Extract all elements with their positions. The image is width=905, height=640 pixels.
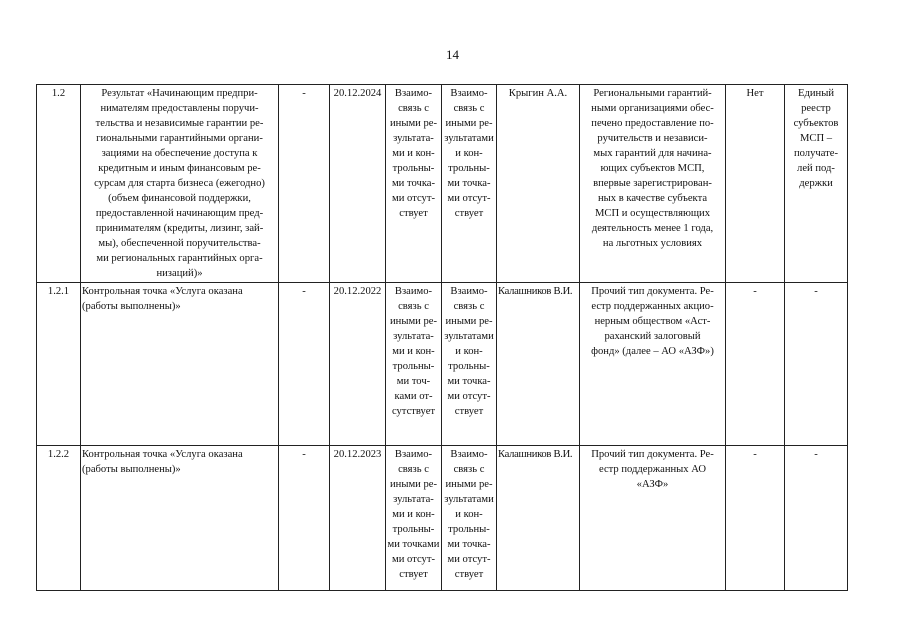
table-row <box>37 85 848 283</box>
row-relation-prev-cell <box>386 85 442 283</box>
row-responsible: Калашников В.И. <box>498 286 573 297</box>
row-flag-cell <box>726 446 785 591</box>
row-relation-prev-cell <box>386 283 442 446</box>
row-flag-cell <box>726 85 785 283</box>
row-relation-next: Взаимо- связь с иными ре- зультатами и кон- трольны- ми точка- ми отсут- ствует <box>444 88 494 219</box>
row-document-cell <box>580 283 726 446</box>
row-responsible-cell <box>497 446 580 591</box>
row-dash: - <box>302 449 306 460</box>
row-date-cell <box>330 85 386 283</box>
row-flag-cell <box>726 283 785 446</box>
row-number: 1.2.2 <box>47 449 70 460</box>
row-registry-cell <box>785 85 848 283</box>
row-name-cell <box>81 85 279 283</box>
row-relation-prev: Взаимо- связь с иными ре- зультата- ми и кон- трольны- ми точка- ми отсут- ствует <box>389 88 437 219</box>
row-number-cell <box>37 283 81 446</box>
row-date: 20.12.2023 <box>333 449 382 460</box>
row-name-cell <box>81 446 279 591</box>
row-registry: - <box>814 286 818 297</box>
row-relation-next: Взаимо- связь с иными ре- зультатами и кон- трольны- ми точка- ми отсут- ствует <box>444 286 494 417</box>
row-number: 1.2.1 <box>47 286 70 297</box>
table-row <box>37 283 848 446</box>
row-responsible: Калашников В.И. <box>498 449 573 460</box>
row-dash: - <box>302 286 306 297</box>
row-relation-prev: Взаимо- связь с иными ре- зультата- ми и кон- трольны- ми точками ми отсут- ствует <box>387 449 440 580</box>
row-flag: - <box>753 286 757 297</box>
row-document-cell <box>580 446 726 591</box>
row-relation-prev-cell <box>386 446 442 591</box>
row-responsible-cell <box>497 283 580 446</box>
row-dash-cell <box>279 446 330 591</box>
row-relation-next-cell <box>442 85 497 283</box>
row-number-cell <box>37 85 81 283</box>
row-document-cell <box>580 85 726 283</box>
row-registry: - <box>814 449 818 460</box>
row-responsible-cell <box>497 85 580 283</box>
row-responsible: Крыгин А.А. <box>508 88 568 99</box>
row-flag: - <box>753 449 757 460</box>
row-relation-prev: Взаимо- связь с иными ре- зультата- ми и кон- трольны- ми точ- ками от- сутствует <box>389 286 437 417</box>
page-number: 14 <box>446 47 459 62</box>
row-document: Прочий тип документа. Ре- естр поддержанных акцио- нерным обществом «Аст- раханский залоговый фонд» (далее – АО «АЗФ») <box>591 286 714 357</box>
row-registry-cell <box>785 446 848 591</box>
row-relation-next-cell <box>442 283 497 446</box>
row-document: Региональными гарантий- ными организациями обес- печено предоставление по- ручительств и независи- мых гарантий для начина- ющих субъектов МСП, впервые зарегистрирован- ных в качестве субъекта МСП и осуществляющих деятельность менее 1 года, на льготных условиях <box>591 88 714 249</box>
row-dash: - <box>302 88 306 99</box>
row-flag: Нет <box>746 88 764 99</box>
row-name: Контрольная точка «Услуга оказана (работы выполнены)» <box>82 286 243 312</box>
table-row <box>37 446 848 591</box>
row-relation-next-cell <box>442 446 497 591</box>
row-dash-cell <box>279 283 330 446</box>
row-name: Контрольная точка «Услуга оказана (работы выполнены)» <box>82 449 243 475</box>
row-date-cell <box>330 446 386 591</box>
row-dash-cell <box>279 85 330 283</box>
row-date: 20.12.2022 <box>333 286 382 297</box>
row-document: Прочий тип документа. Ре- естр поддержанных АО «АЗФ» <box>591 449 714 490</box>
row-relation-next: Взаимо- связь с иными ре- зультатами и кон- трольны- ми точка- ми отсут- ствует <box>444 449 494 580</box>
row-name-cell <box>81 283 279 446</box>
row-number: 1.2 <box>51 88 66 99</box>
row-registry-cell <box>785 283 848 446</box>
row-date: 20.12.2024 <box>333 88 382 99</box>
row-date-cell <box>330 283 386 446</box>
row-number-cell <box>37 446 81 591</box>
row-registry: Единый реестр субъектов МСП – получате- лей под- держки <box>793 88 839 189</box>
plan-table <box>36 84 848 591</box>
row-name: Результат «Начинающим предпри- нимателям предоставлены поручи- тельства и независимые гарантии ре- гиональными гарантийными органи- зациями на обеспечение доступа к кредитным и иным финансовым ре- сурсам для старта бизнеса (ежегодно) (объем финансовой поддержки, предоставленной начинающим пред- принимателям (кредиты, лизинг, зай- мы), обеспеченной поручительства- ми региональных гарантийных орга- низаций)» <box>94 88 265 279</box>
